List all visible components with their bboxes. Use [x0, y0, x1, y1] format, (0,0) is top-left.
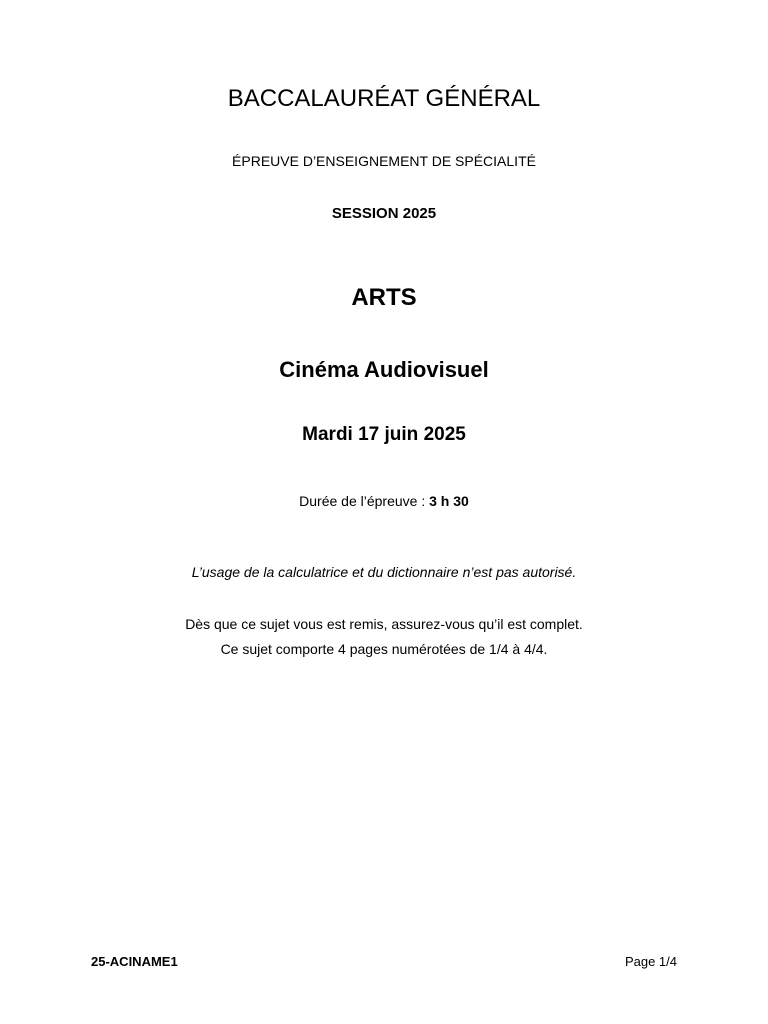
page-count-text: Ce sujet comporte 4 pages numérotées de 1/4 à 4/4.	[220, 641, 548, 657]
calculator-notice: L’usage de la calculatrice et du dictionnaire n’est pas autorisé.	[191, 564, 577, 580]
session-label: SESSION 2025	[331, 205, 437, 222]
completeness-instruction: Dès que ce sujet vous est remis, assurez-vous qu’il est complet.	[185, 616, 583, 632]
subject-title: ARTS	[351, 284, 417, 311]
exam-duration	[0, 492, 768, 510]
exam-title: BACCALAURÉAT GÉNÉRAL	[227, 85, 541, 112]
exam-date: Mardi 17 juin 2025	[302, 424, 466, 445]
exam-subtitle: ÉPREUVE D’ENSEIGNEMENT DE SPÉCIALITÉ	[232, 153, 536, 169]
duration-label: Durée de l’épreuve :	[299, 493, 430, 509]
footer-code: 25-ACINAME1	[91, 954, 178, 969]
duration-value: 3 h 30	[429, 493, 469, 509]
specialty-title: Cinéma Audiovisuel	[279, 357, 489, 382]
footer-page-number: Page 1/4	[624, 954, 677, 969]
